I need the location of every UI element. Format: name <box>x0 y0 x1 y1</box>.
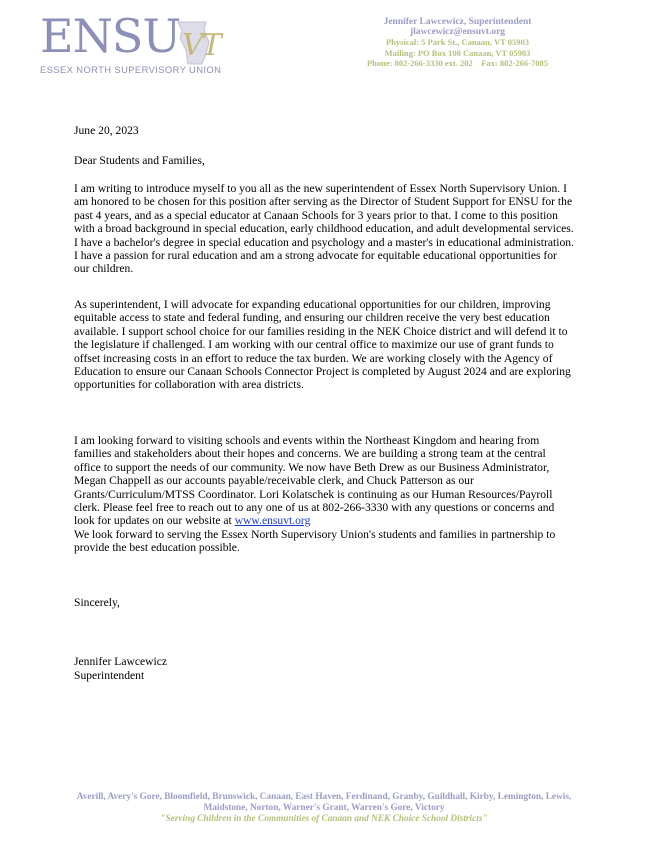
letter-closing: Sincerely, <box>74 596 120 609</box>
paragraph-3-text: I am looking forward to visiting schools and events within the Northeast Kingdom and hearing from families and stakeholders about their hopes and concerns. We are building a strong team at the central office to support the needs of our community. We now have Beth Drew as our Business Administrator, Megan Chappell as our accounts payable/receivable clerk, and Chuck Patterson as our Grants/Curriculum/MTSS Coordinator. Lori Kolatschek is continuing as our Human Resources/Payroll clerk. Please feel free to reach out to any one of us at 802-266-3330 with any questions or concerns and look for updates on our website at <box>74 434 555 528</box>
letterhead <box>0 0 649 90</box>
footer <box>40 792 608 824</box>
footer-towns-line-2: Maidstone, Norton, Warner's Grant, Warren's Gore, Victory <box>203 802 445 813</box>
contact-email[interactable]: jlawcewicz@ensuvt.org <box>409 27 506 38</box>
footer-motto: "Serving Children in the Communities of Canaan and NEK Choice School Districts" <box>160 813 488 824</box>
contact-mailing: Mailing: PO Box 100 Canaan, VT 05903 <box>384 47 531 58</box>
letter-paragraph-1: I am writing to introduce myself to you all as the new superintendent of Essex North Supervisory Union. I am honored to be chosen for this position after serving as the Director of Student Support for ENSU for the past 4 years, and as a special educator at Canaan Schools for 3 years prior to that. I come to this position with a broad background in special education, early childhood education, and adult developmental services. I have a bachelor's degree in special education and psychology and a master's in educational administration. I have a passion for rural education and am a strong advocate for equitable educational opportunities for our children. <box>74 182 574 276</box>
logo-state-abbrev: VT <box>182 28 220 63</box>
ensu-logo <box>40 9 240 78</box>
signer-name: Jennifer Lawcewicz <box>74 655 168 668</box>
contact-block <box>350 17 565 68</box>
paragraph-3-closing-text: We look forward to serving the Essex North Supervisory Union's students and families in partnership to provide the best education possible. <box>74 527 556 555</box>
signer-title: Superintendent <box>74 669 145 682</box>
logo-wordmark: ENSU <box>40 9 181 63</box>
contact-name: Jennifer Lawcewicz, Superintendent <box>383 17 532 27</box>
logo-tagline: ESSEX NORTH SUPERVISORY UNION <box>40 64 222 75</box>
contact-phone: Phone: 802-266-3330 ext. 202 Fax: 802-266-7085 <box>366 57 549 68</box>
letter-date: June 20, 2023 <box>74 124 139 137</box>
website-link[interactable]: www.ensuvt.org <box>234 514 311 528</box>
contact-physical: Physical: 5 Park St., Canaan, VT 05903 <box>385 37 530 48</box>
footer-towns-line-1: Averill, Avery's Gore, Bloomfield, Brunswick, Canaan, East Haven, Ferdinand, Granby, Guildhall, Kirby, Lemington, Lewis, <box>76 792 572 802</box>
letter-paragraph-2: As superintendent, I will advocate for expanding educational opportunities for our children, improving equitable access to state and federal funding, and ensuring our children receive the very best education available. I support school choice for our families residing in the NEK Choice district and will defend it to the legislature if challenged. I am working with our central office to maximize our use of grant funds to offset increasing costs in an effort to reduce the tax burden. We are working closely with the Agency of Education to ensure our Canaan Schools Connector Project is completed by August 2024 and are exploring opportunities for collaboration with area districts. <box>74 298 571 392</box>
letter-greeting: Dear Students and Families, <box>74 154 205 167</box>
letter-paragraph-3 <box>74 434 574 555</box>
